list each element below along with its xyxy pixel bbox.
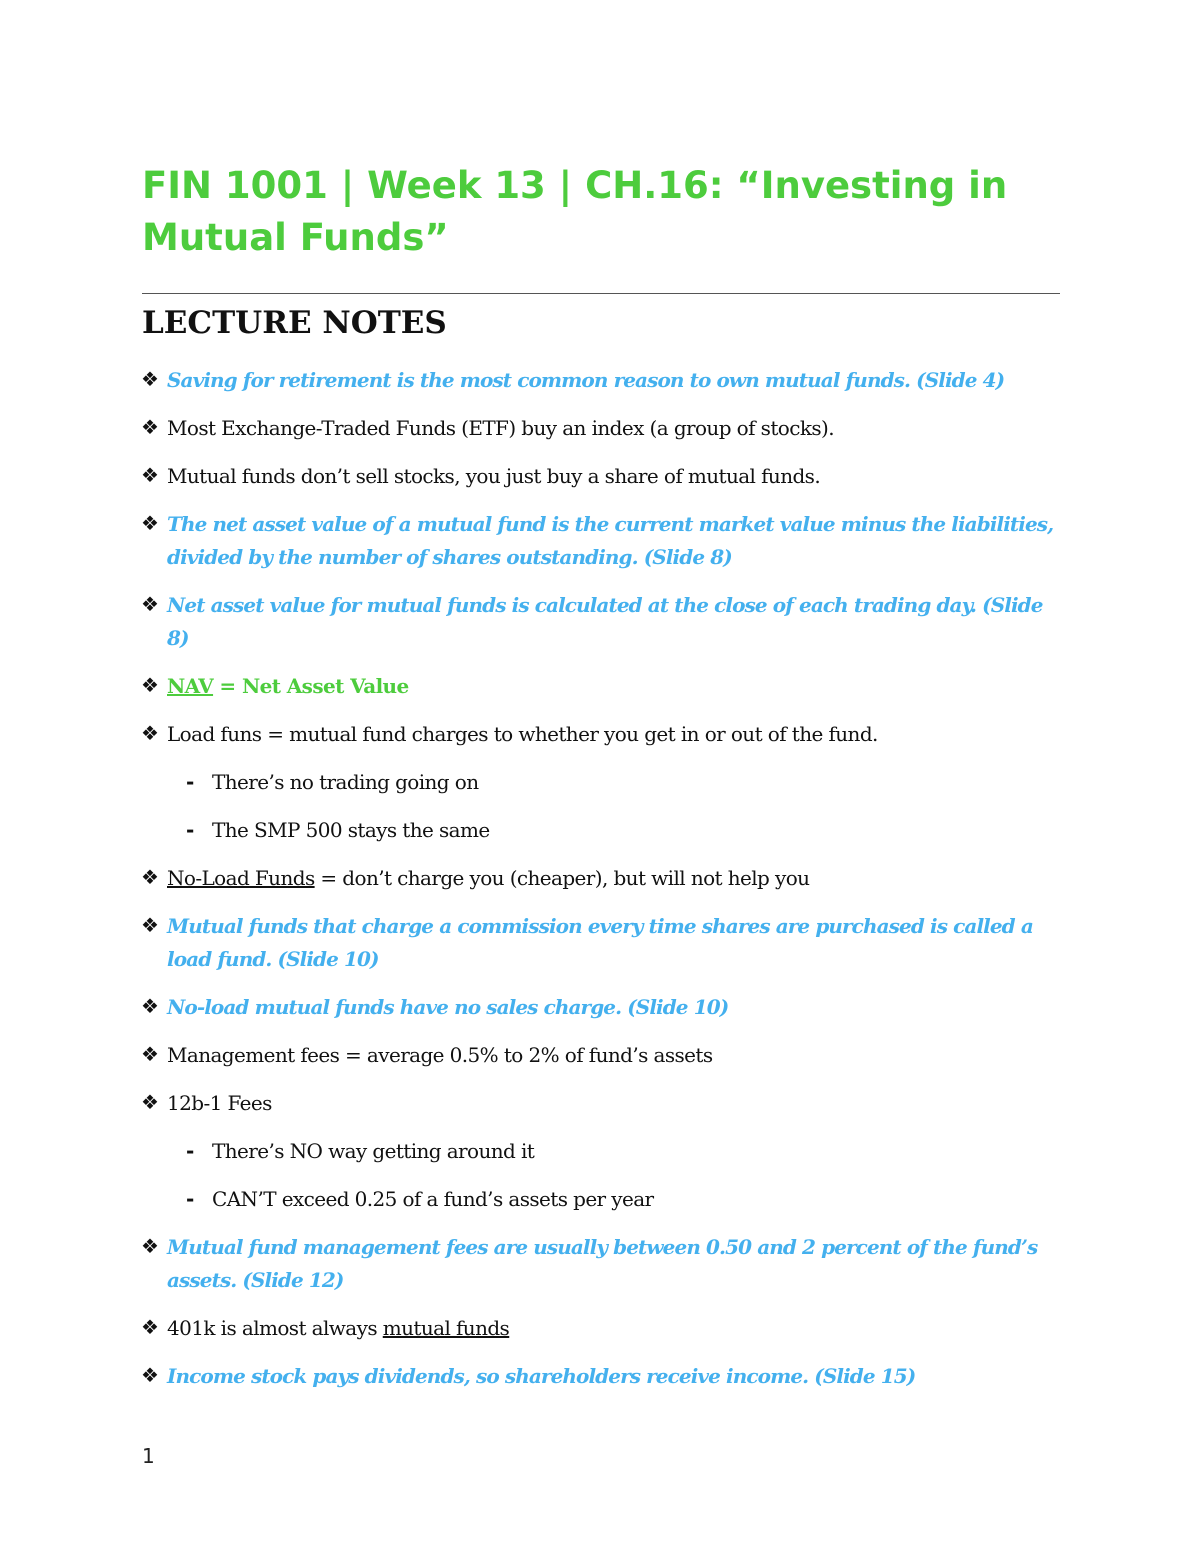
note-prefix: 401k is almost always [167, 1316, 383, 1340]
dash-bullet-icon: - [186, 770, 194, 794]
note-text: The net asset value of a mutual fund is the current market value minus the liabilities, divided by the number of shares outstanding. (Slide 8) [167, 512, 1054, 569]
note-text: There’s NO way getting around it [212, 1139, 535, 1163]
diamond-bullet-icon: ❖ [141, 673, 159, 697]
note-text: Management fees = average 0.5% to 2% of fund’s assets [167, 1043, 713, 1067]
diamond-bullet-icon: ❖ [141, 1234, 159, 1258]
note-item [142, 1087, 1062, 1120]
note-item [142, 1360, 1062, 1393]
note-item [142, 460, 1062, 493]
diamond-bullet-icon: ❖ [141, 1042, 159, 1066]
note-text: No-load mutual funds have no sales charge. (Slide 10) [167, 995, 729, 1019]
dash-bullet-icon: - [186, 818, 194, 842]
note-text: Saving for retirement is the most common reason to own mutual funds. (Slide 4) [167, 368, 1005, 392]
diamond-bullet-icon: ❖ [141, 367, 159, 391]
note-text: Mutual funds that charge a commission every time shares are purchased is called a load fund. (Slide 10) [167, 914, 1033, 971]
diamond-bullet-icon: ❖ [141, 865, 159, 889]
diamond-bullet-icon: ❖ [141, 721, 159, 745]
diamond-bullet-icon: ❖ [141, 913, 159, 937]
note-text: 12b-1 Fees [167, 1091, 272, 1115]
note-text: Net asset value for mutual funds is calculated at the close of each trading day. (Slide 8) [167, 593, 1043, 650]
note-item [142, 589, 1062, 655]
lecture-notes-list [142, 364, 1062, 1408]
note-item [142, 412, 1062, 445]
title-divider [142, 293, 1060, 294]
note-text: Load funs = mutual fund charges to whether you get in or out of the fund. [167, 722, 878, 746]
note-text: Most Exchange-Traded Funds (ETF) buy an index (a group of stocks). [167, 416, 834, 440]
nav-definition: Net Asset Value [241, 674, 409, 698]
note-item [142, 670, 1062, 703]
mutual-funds-term: mutual funds [382, 1316, 510, 1340]
nav-term: NAV [167, 674, 214, 698]
nav-separator: = [213, 674, 242, 698]
note-item [142, 991, 1062, 1024]
page-number: 1 [142, 1444, 155, 1468]
note-item [142, 862, 1062, 895]
diamond-bullet-icon: ❖ [141, 1090, 159, 1114]
no-load-term: No-Load Funds [167, 866, 315, 890]
note-item [142, 1039, 1062, 1072]
diamond-bullet-icon: ❖ [141, 415, 159, 439]
sub-note-item [142, 1183, 1062, 1216]
diamond-bullet-icon: ❖ [141, 1315, 159, 1339]
sub-note-item [142, 1135, 1062, 1168]
note-text: The SMP 500 stays the same [212, 818, 490, 842]
note-item [142, 718, 1062, 751]
diamond-bullet-icon: ❖ [141, 1363, 159, 1387]
dash-bullet-icon: - [186, 1139, 194, 1163]
note-item [142, 1312, 1062, 1345]
note-item [142, 1231, 1062, 1297]
diamond-bullet-icon: ❖ [141, 592, 159, 616]
diamond-bullet-icon: ❖ [141, 463, 159, 487]
note-text: Income stock pays dividends, so shareholders receive income. (Slide 15) [167, 1364, 916, 1388]
note-text: Mutual funds don’t sell stocks, you just buy a share of mutual funds. [167, 464, 821, 488]
diamond-bullet-icon: ❖ [141, 994, 159, 1018]
no-load-definition: = don’t charge you (cheaper), but will not help you [314, 866, 810, 890]
document-title: FIN 1001 | Week 13 | CH.16: “Investing in Mutual Funds” [142, 164, 1008, 259]
note-item [142, 364, 1062, 397]
section-heading: LECTURE NOTES [142, 305, 447, 341]
note-item [142, 910, 1062, 976]
sub-note-item [142, 766, 1062, 799]
diamond-bullet-icon: ❖ [141, 511, 159, 535]
note-text: There’s no trading going on [212, 770, 479, 794]
note-text: Mutual fund management fees are usually between 0.50 and 2 percent of the fund’s assets. (Slide 12) [167, 1235, 1038, 1292]
note-text: CAN’T exceed 0.25 of a fund’s assets per year [212, 1187, 654, 1211]
dash-bullet-icon: - [186, 1187, 194, 1211]
sub-note-item [142, 814, 1062, 847]
note-item [142, 508, 1062, 574]
